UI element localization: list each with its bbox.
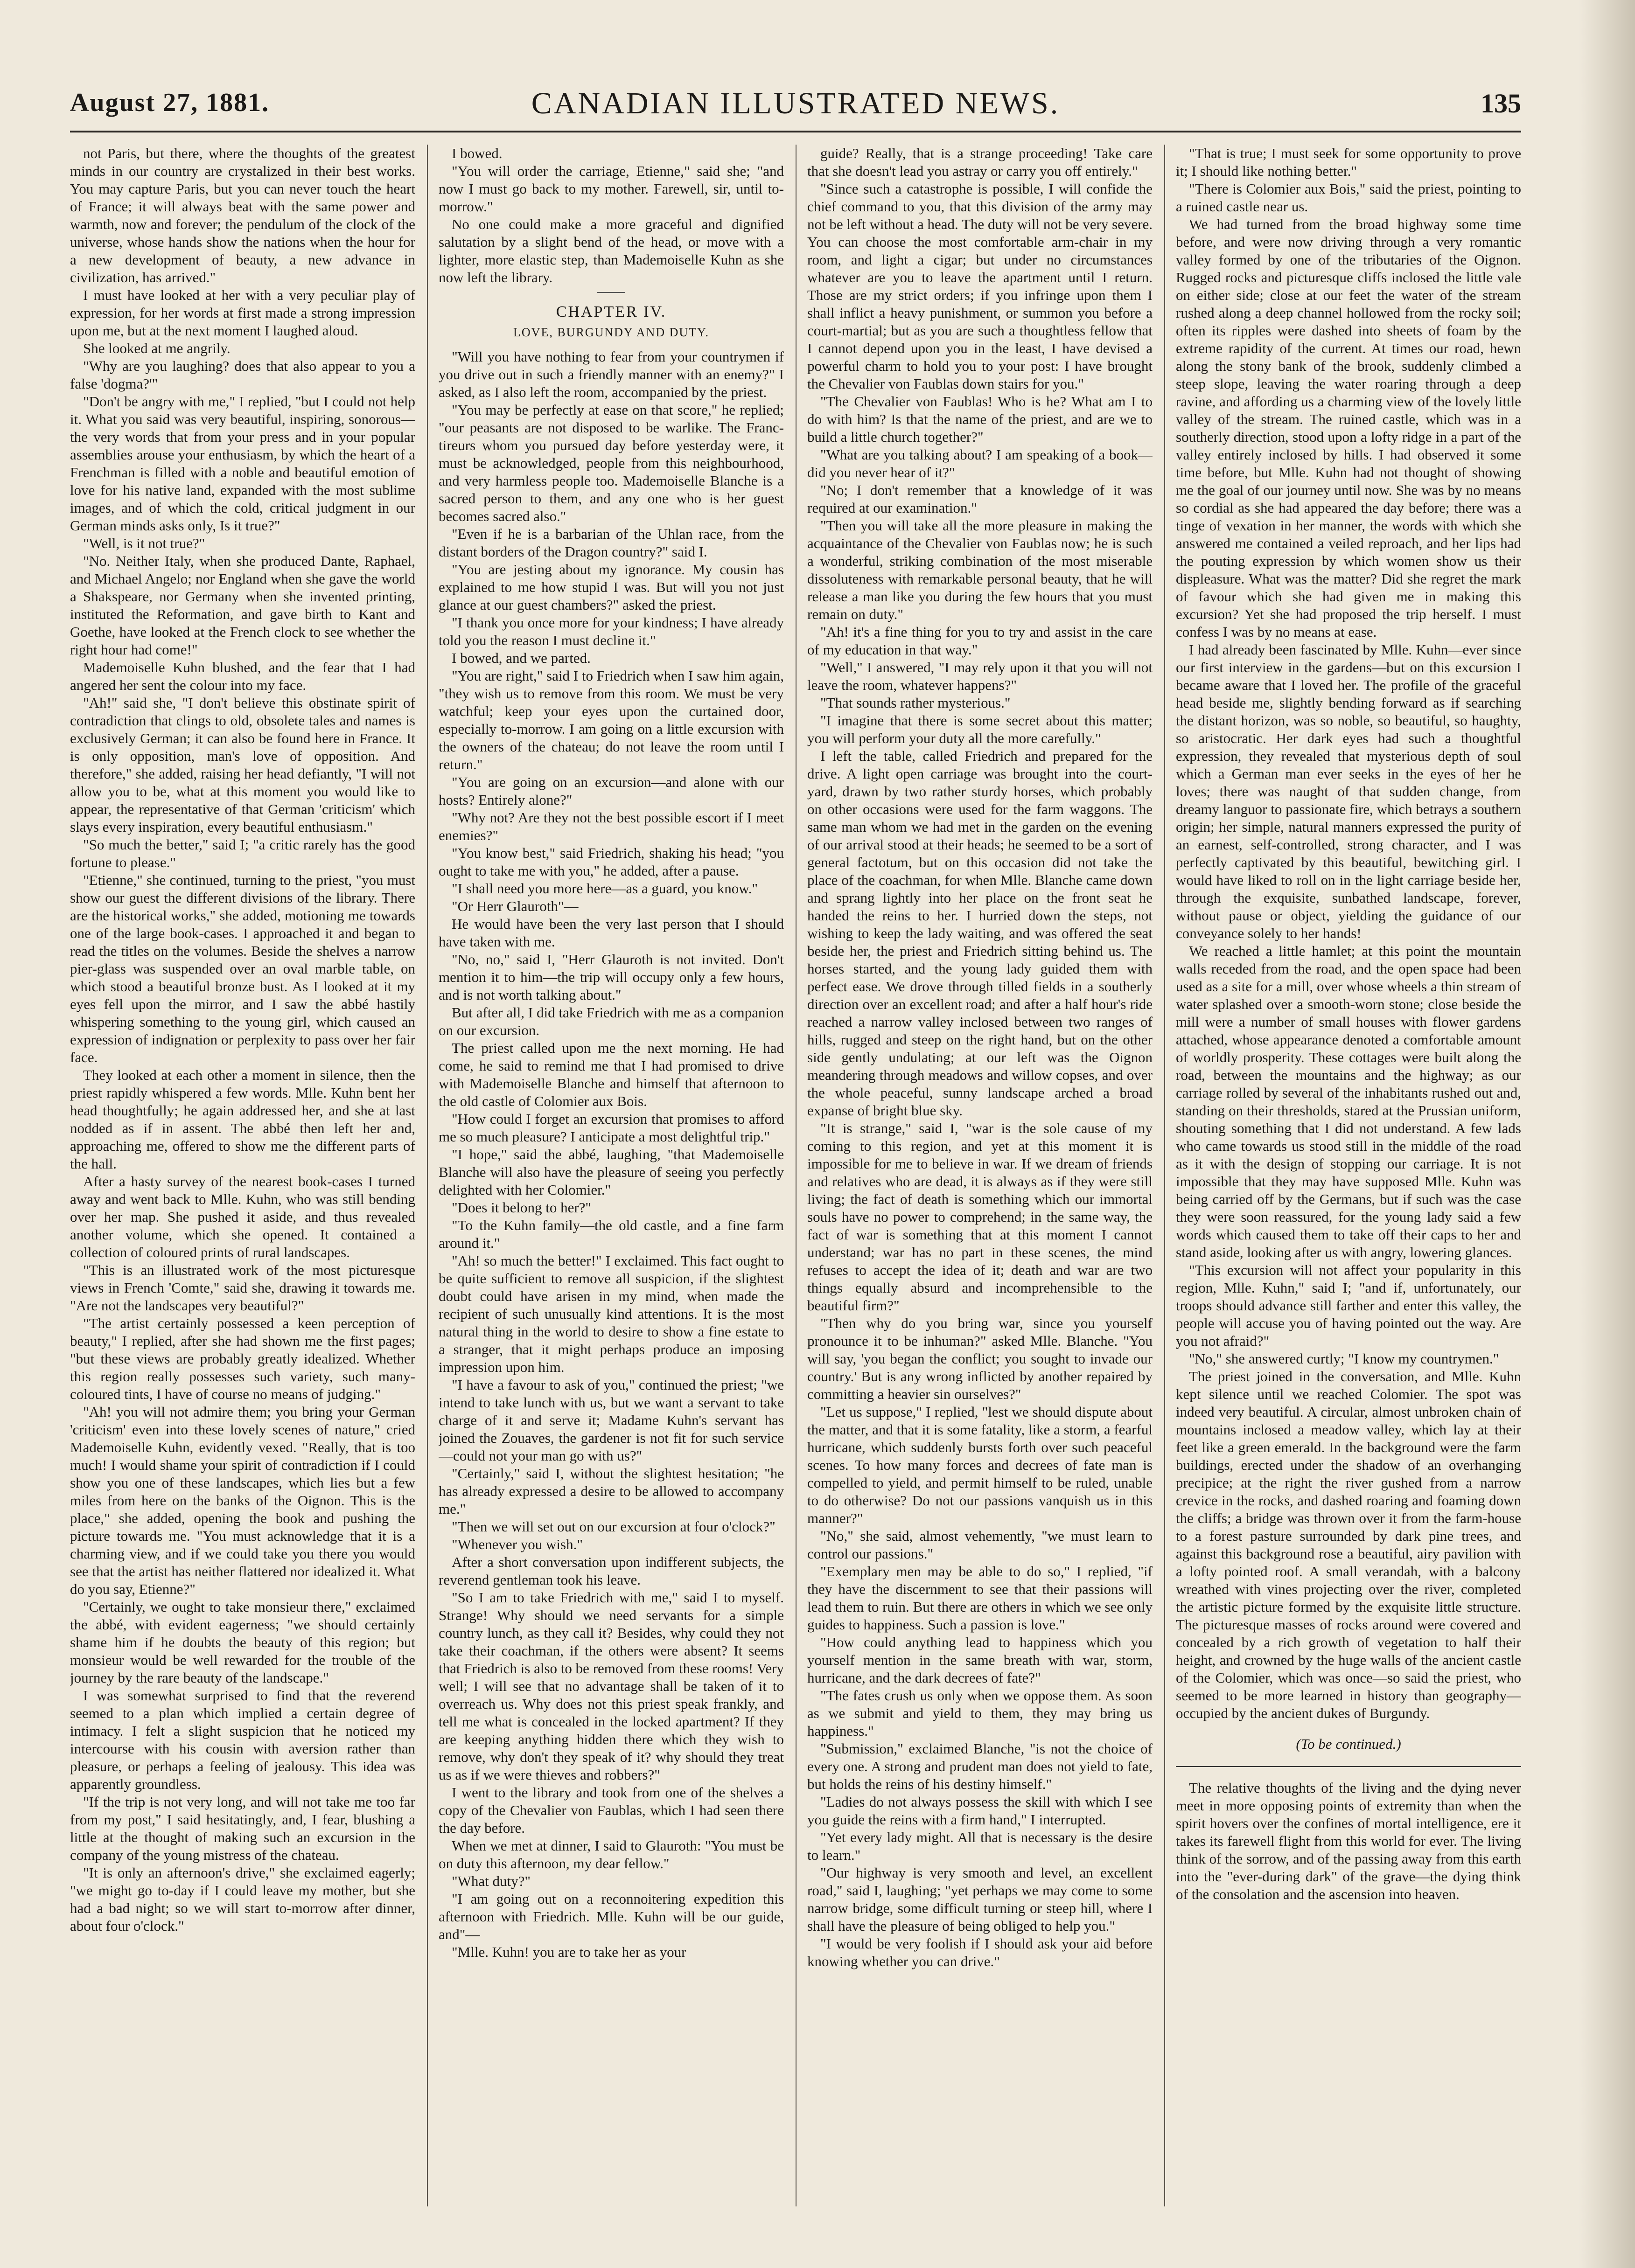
paragraph: "No. Neither Italy, when she produced Dante, Raphael, and Michael Angelo; nor England when she gave the world a Shakspeare, nor Germany when she invented printing, instituted the Reformation, and gave birth to Kant and Goethe, have looked at the French clock to see whether the right hour had come!"	[70, 553, 415, 658]
paragraph: "What duty?"	[452, 1873, 531, 1889]
paragraph: "So much the better," said I; "a critic rarely has the good fortune to please."	[70, 836, 415, 870]
paragraph: "That sounds rather mysterious."	[820, 695, 1011, 711]
paragraph: "It is strange," said I, "war is the sole cause of my coming to this region, and yet at this moment it is impossible for me to believe in war. If we dream of friends and relatives who are dead, it is always as if they were still living; the fact of death is something which our immortal souls have no power to comprehend; in the same way, the fact of war is something that at this moment I cannot understand; war has no part in these scenes, the mind refuses to accept the idea of it; death and war are two things equally absurd and incomprehensible to the beautiful firm?"	[807, 1120, 1153, 1314]
paragraph: "Whenever you wish."	[452, 1536, 583, 1552]
paragraph: "Submission," exclaimed Blanche, "is not the choice of every one. A strong and prudent man does not yield to fate, but holds the reins of his destiny himself."	[807, 1740, 1153, 1792]
column-3	[807, 145, 1153, 2206]
paragraph: "Why not? Are they not the best possible escort if I meet enemies?"	[439, 809, 784, 843]
paragraph: "Let us suppose," I replied, "lest we should dispute about the matter, and that it is some fatality, like a storm, a fearful hurricane, which suddenly bursts forth over such peaceful scenes. To how many forces and decrees of fate man is compelled to yield, and permit himself to be ruled, unable to do otherwise? Do not our passions vanquish us in this manner?"	[807, 1404, 1153, 1526]
page-number: 135	[1481, 88, 1521, 118]
paragraph: "I would be very foolish if I should ask your aid before knowing whether you can drive."	[807, 1935, 1153, 1969]
paragraph: When we met at dinner, I said to Glauroth: "You must be on duty this afternoon, my dear fellow."	[439, 1837, 784, 1871]
paragraph: "No; I don't remember that a knowledge of it was required at our examination."	[807, 482, 1153, 516]
paragraph: "This excursion will not affect your popularity in this region, Mlle. Kuhn," said I; "and if, unfortunately, our troops should advance still farther and enter this valley, the people will accuse you of having pointed out the way. Are you not afraid?"	[1176, 1262, 1521, 1349]
paragraph: "Our highway is very smooth and level, an excellent road," said I, laughing; "yet perhaps we may come to some narrow bridge, some difficult turning or steep hill, where I shall have the pleasure of being obliged to help you."	[807, 1864, 1153, 1934]
paragraph: "Does it belong to her?"	[452, 1199, 592, 1216]
paragraph: "Then why do you bring war, since you yourself pronounce it to be inhuman?" asked Mlle. Blanche. "You will say, 'you began the conflict; you sought to invade our country.' But is any wrong inflicted by another repaired by committing a heavier sin ourselves?"	[807, 1315, 1153, 1402]
paragraph: "I shall need you more here—as a guard, you know."	[452, 880, 758, 897]
paragraph: "Etienne," she continued, turning to the priest, "you must show our guest the different divisions of the library. There are the historical works," she added, motioning me towards one of the large book-cases. I approached it and began to read the titles on the volumes. Beside the shelves a narrow pier-glass was suspended over an oval marble table, on which stood a beautiful bronze bust. As I looked at it my eyes fell upon the mirror, and I saw the abbé hastily whispering something to the young girl, which caused an expression of indignation or perplexity to pass over her fair face.	[70, 872, 415, 1065]
closing-paragraph: The relative thoughts of the living and the dying never meet in more opposing points of extremity than when the spirit hovers over the confines of mortal intelligence, ere it takes its farewell flight from this world for ever. The living think of the sorrow, and of the passing away from this earth into the "ever-during dark" of the grave—the dying think of the consolation and the ascension into heaven.	[1176, 1780, 1521, 1902]
paragraph: "You know best," said Friedrich, shaking his head; "you ought to take me with you," he added, after a pause.	[439, 845, 784, 879]
paragraph: "This is an illustrated work of the most picturesque views in French 'Comte," said she, drawing it towards me. "Are not the landscapes very beautiful?"	[70, 1262, 415, 1314]
column-rule	[1164, 145, 1165, 2206]
paragraph: "You are going on an excursion—and alone with our hosts? Entirely alone?"	[439, 774, 784, 808]
paragraph: "You are right," said I to Friedrich when I saw him again, "they wish us to remove from this room. We must be very watchful; keep your eyes upon the curtained door, especially to-morrow. I am going on a little excursion with the owners of the chateau; do not leave the room until I return."	[439, 668, 784, 772]
paragraph: "Even if he is a barbarian of the Uhlan race, from the distant borders of the Dragon country?" said I.	[439, 526, 784, 560]
paragraph: "How could I forget an excursion that promises to afford me so much pleasure? I anticipate a most delightful trip."	[439, 1111, 784, 1145]
paragraph: The priest joined in the conversation, and Mlle. Kuhn kept silence until we reached Colomier. The spot was indeed very beautiful. A circular, almost unbroken chain of mountains inclosed a meadow valley, which lay at their feet like a green emerald. In the background were the farm buildings, erected under the shadow of an overhanging precipice; at the right the river gushed from a narrow crevice in the rocks, and dashed roaring and foaming down the cliffs; a bridge was thrown over it from the farm-house to a forest pasture surrounded by dark pine trees, and against this background rose a beautiful, airy pavilion with a lofty pointed roof. A small verandah, with a balcony wreathed with vines projecting over the river, completed the artistic picture formed by the exquisite little structure. The picturesque masses of rocks around were covered and concealed by a rich growth of vegetation to half their height, and crowned by the huge walls of the ancient castle of the Colomier, which was once—so said the priest, who seemed to be more learned in history than geography—occupied by the ancient dukes of Burgundy.	[1176, 1368, 1521, 1721]
page-header	[70, 79, 1521, 132]
issue-date: August 27, 1881.	[70, 88, 270, 117]
chapter-title: CHAPTER IV.	[556, 303, 667, 320]
paragraph: "How could anything lead to happiness which you yourself mention in the same breath with war, storm, hurricane, and the dark decrees of fate?"	[807, 1634, 1153, 1686]
paragraph: "It is only an afternoon's drive," she exclaimed eagerly; "we might go to-day if I could leave my mother, but she had a bad night; so we will start to-morrow after dinner, about four o'clock."	[70, 1864, 415, 1934]
paragraph: "I am going out on a reconnoitering expedition this afternoon with Friedrich. Mlle. Kuhn will be our guide, and"—	[439, 1891, 784, 1942]
paragraph: "Ladies do not always possess the skill with which I see you guide the reins with a firm hand," I interrupted.	[807, 1794, 1153, 1828]
paragraph: "Ah! so much the better!" I exclaimed. This fact ought to be quite sufficient to remove all suspicion, if the slightest doubt could have arisen in my mind, when made the recipient of such unusually kind attentions. It is the most natural thing in the world to desire to show a fine estate to a stranger, that it might perhaps produce an imposing impression upon him.	[439, 1252, 784, 1375]
paragraph: "I have a favour to ask of you," continued the priest; "we intend to take lunch with us, but we want a servant to take charge of it and serve it; Madame Kuhn's servant has joined the Zouaves, the gardener is not fit for such service—could not your man go with us?"	[439, 1377, 784, 1464]
paragraph: "There is Colomier aux Bois," said the priest, pointing to a ruined castle near us.	[1176, 181, 1521, 215]
paragraph: I must have looked at her with a very peculiar play of expression, for her words at first made a strong impression upon me, but at the next moment I laughed aloud.	[70, 287, 415, 339]
paragraph: "Certainly," said I, without the slightest hesitation; "he has already expressed a desire to be allowed to accompany me."	[439, 1465, 784, 1517]
paragraph: "I thank you once more for your kindness; I have already told you the reason I must decline it."	[439, 614, 784, 648]
paragraph: The priest called upon me the next morning. He had come, he said to remind me that I had promised to drive with Mademoiselle Blanche and himself that afternoon to the old castle of Colomier aux Bois.	[439, 1040, 784, 1109]
column-4	[1176, 145, 1521, 2206]
paragraph: I bowed, and we parted.	[452, 650, 591, 666]
paragraph: "Yet every lady might. All that is necessary is the desire to learn."	[807, 1829, 1153, 1863]
paragraph: But after all, I did take Friedrich with me as a companion on our excursion.	[439, 1004, 784, 1038]
paragraph: "What are you talking about? I am speaking of a book—did you never hear of it?"	[807, 446, 1153, 480]
section-divider	[1176, 1766, 1521, 1767]
paragraph: "I hope," said the abbé, laughing, "that Mademoiselle Blanche will also have the pleasure of seeing you perfectly delighted with her Colomier."	[439, 1146, 784, 1198]
paragraph: "Ah! it's a fine thing for you to try and assist in the care of my education in that way."	[807, 624, 1153, 658]
paragraph: She looked at me angrily.	[83, 340, 231, 356]
paragraph: "No," she answered curtly; "I know my countrymen."	[1189, 1350, 1499, 1367]
chapter-subtitle: LOVE, BURGUNDY AND DUTY.	[513, 326, 709, 339]
paragraph: "You are jesting about my ignorance. My cousin has explained to me how stupid I was. But will you not just glance at our guest chambers?" asked the priest.	[439, 561, 784, 613]
paragraph: I had already been fascinated by Mlle. Kuhn—ever since our first interview in the gardens—but on this excursion I became aware that I loved her. The profile of the graceful head beside me, slightly bending forward as if searching the distant horizon, was so noble, so beautiful, so haughty, so aristocratic. Her dark eyes had such a thoughtful expression, they revealed that mysterious depth of soul which a German man ever seeks in the eyes of her he loves; there was naught of that sudden change, from dreamy languor to passionate fire, which betrays a southern origin; her simple, natural manners expressed the purity of an earnest, self-controlled, strong character, and I was perfectly captivated by this beautiful, bewitching girl. I would have liked to roll on in the light carriage beside her, through the exquisite, sunbathed landscape, forever, without pause or object, yielding the guidance of our conveyance solely to her hands!	[1176, 641, 1521, 941]
paragraph: "Then you will take all the more pleasure in making the acquaintance of the Chevalier von Faublas now; he is such a wonderful, striking combination of the most miserable dissoluteness with remarkable personal beauty, that he will release a man like you during the few hours that you must remain on duty."	[807, 517, 1153, 622]
paragraph: I bowed.	[452, 145, 503, 161]
paragraph: "Ah!" said she, "I don't believe this obstinate spirit of contradiction that clings to old, obsolete tales and names is exclusively German; it can also be found here in France. It is only opposition, man's love of opposition. And therefore," she added, raising her head defiantly, "I will not allow you to be, what at this moment you would like to appear, the representative of that German 'criticism' which slays every inspiration, every beautiful enthusiasm."	[70, 695, 415, 835]
paragraph: "Don't be angry with me," I replied, "but I could not help it. What you said was very beautiful, inspiring, sonorous—the very words that from your press and in your popular assemblies arouse your enthusiasm, by which the heart of a Frenchman is filled with a noble and beautiful emotion of love for his native land, expanded with the most sublime images, and of which the cold, critical judgment in our German minds asks only, Is it true?"	[70, 393, 415, 534]
to-be-continued: (To be continued.)	[1296, 1736, 1401, 1752]
paragraph: "To the Kuhn family—the old castle, and a fine farm around it."	[439, 1217, 784, 1251]
paragraph: After a short conversation upon indifferent subjects, the reverend gentleman took his leave.	[439, 1554, 784, 1588]
paragraph: "Well, is it not true?"	[83, 535, 205, 551]
paragraph: "Or Herr Glauroth"—	[452, 898, 579, 914]
paragraph: "You will order the carriage, Etienne," said she; "and now I must go back to my mother. Farewell, sir, until to-morrow."	[439, 163, 784, 215]
section-divider	[597, 292, 625, 293]
paragraph: They looked at each other a moment in silence, then the priest rapidly whispered a few words. Mlle. Kuhn bent her head thoughtfully; he again addressed her, and she at last nodded as if in assent. The abbé then left her and, approaching me, offered to show me the different parts of the hall.	[70, 1067, 415, 1172]
masthead-title: CANADIAN ILLUSTRATED NEWS.	[531, 86, 1060, 120]
paragraph: "Ah! you will not admire them; you bring your German 'criticism' even into these lovely scenes of nature," cried Mademoiselle Kuhn, evidently vexed. "Really, that is too much! I would shame your spirit of contradiction if I could show you one of these landscapes, which lies but a few miles from here on the banks of the Oignon. This is the place," she added, opening the book and pushing the picture towards me. "You must acknowledge that it is a charming view, and if we could take you there you would see that the artist has neither flattered nor idealized it. What do you say, Etienne?"	[70, 1404, 415, 1597]
article-columns	[70, 145, 1521, 2206]
paragraph: We had turned from the broad highway some time before, and were now driving through a very romantic valley formed by one of the tributaries of the Oignon. Rugged rocks and picturesque cliffs inclosed the little vale on either side; close at our feet the water of the stream rushed along a deep channel hollowed from the rocky soil; often its ripples were dashed into sheets of foam by the extreme rapidity of the current. At times our road, hewn along the stony bank of the brook, suddenly climbed a steep slope, leaving the water roaring through a deep ravine, and affording us a charming view of the lovely little valley of the stream. The ruined castle, which was in a southerly direction, stood upon a lofty ridge in a part of the valley entirely inclosed by hills. I had observed it some time before, but Mlle. Kuhn had not thought of showing me the goal of our journey until now. She was by no means so cordial as she had appeared the day before; there was a tinge of vexation in her manner, the words with which she answered me contained a veiled reproach, and her lips had the pouting expression by which women show us their displeasure. What was the matter? Did she regret the mark of favour which she had given me in making this excursion? Yet she had proposed the trip herself. I must confess I was by no means at ease.	[1176, 216, 1521, 640]
paragraph: "Why are you laughing? does that also appear to you a false 'dogma?'"	[70, 358, 415, 392]
paragraph: "No, no," said I, "Herr Glauroth is not invited. Don't mention it to him—the trip will occupy only a few hours, and is not worth talking about."	[439, 951, 784, 1003]
paragraph: "That is true; I must seek for some opportunity to prove it; I should like nothing better."	[1176, 145, 1521, 179]
paragraph: No one could make a more graceful and dignified salutation by a slight bend of the head, or move with a lighter, more elastic step, than Mademoiselle Kuhn as she now left the library.	[439, 216, 784, 285]
paragraph: "Exemplary men may be able to do so," I replied, "if they have the discernment to see that their passions will lead them to ruin. But there are others in which we see only guides to happiness. Such a passion is love."	[807, 1563, 1153, 1633]
paragraph: "The Chevalier von Faublas! Who is he? What am I to do with him? Is that the name of the priest, and are we to build a little church together?"	[807, 393, 1153, 445]
paragraph: not Paris, but there, where the thoughts of the greatest minds in our country are crystalized in their best works. You may capture Paris, but you can never touch the heart of France; it will always beat with the same power and warmth, now and forever; the pendulum of the clock of the universe, whose hands show the nations when the hour for a new development of beauty, a new advance in civilization, has arrived."	[70, 145, 415, 285]
paragraph: "Certainly, we ought to take monsieur there," exclaimed the abbé, with evident eagerness; "we should certainly shame him if he doubts the beauty of this region; but monsieur would be well rewarded for the trouble of the journey by the rare beauty of the landscape."	[70, 1599, 415, 1686]
paragraph: He would have been the very last person that I should have taken with me.	[439, 916, 784, 950]
paragraph: Mademoiselle Kuhn blushed, and the fear that I had angered her sent the colour into my face.	[70, 659, 415, 693]
paragraph: "Since such a catastrophe is possible, I will confide the chief command to you, that this division of the army may not be left without a head. The duty will not be very severe. You can choose the most comfortable arm-chair in my room, and light a cigar; but under no circumstances whatever are you to leave the apartment until I return. Those are my strict orders; if you infringe upon them I shall inflict a heavy punishment, or summon you before a court-martial; but as you are such a thoughtless fellow that I cannot depend upon you in the least, I have devised a powerful charm to hold you to your post: I have brought the Chevalier von Faublas down stairs for you."	[807, 181, 1153, 392]
paragraph: I was somewhat surprised to find that the reverend seemed to a plan which implied a certain degree of intimacy. I felt a slight suspicion that he noticed my intercourse with his cousin with aversion rather than pleasure, or perhaps a feeling of jealousy. This idea was apparently groundless.	[70, 1687, 415, 1792]
paragraph: After a hasty survey of the nearest book-cases I turned away and went back to Mlle. Kuhn, who was still bending over her map. She pushed it aside, and thus revealed another volume, which she opened. It contained a collection of coloured prints of rural landscapes.	[70, 1173, 415, 1260]
column-rule	[427, 145, 428, 2206]
paragraph: We reached a little hamlet; at this point the mountain walls receded from the road, and the open space had been used as a site for a mill, over whose wheels a thin stream of water splashed over a smooth-worn stone; close beside the mill were a number of small houses with flower gardens attached, whose appearance denoted a comfortable amount of worldly prosperity. These cottages were built along the road, between the mountains and the highway; as our carriage rolled by several of the inhabitants rushed out and, standing on their thresholds, stared at the Prussian uniform, shouting something that I did not understand. A few lads who came towards us stood still in the middle of the road as it with the design of stopping our carriage. It is not impossible that they may have supposed Mlle. Kuhn was being carried off by the Germans, but if such was the case they were soon reassured, for the young lady said a few words which caused them to take off their caps to her and stand aside, looking after us with angry, lowering glances.	[1176, 943, 1521, 1260]
page-edge	[1579, 0, 1635, 2268]
paragraph: I went to the library and took from one of the shelves a copy of the Chevalier von Faublas, which I had seen there the day before.	[439, 1784, 784, 1836]
paragraph: "Will you have nothing to fear from your countrymen if you drive out in such a friendly manner with an enemy?" I asked, as I also left the room, accompanied by the priest.	[439, 348, 784, 400]
column-1	[70, 145, 415, 2206]
paragraph: guide? Really, that is a strange proceeding! Take care that she doesn't lead you astray or carry you off entirely."	[807, 145, 1153, 179]
paragraph: "The artist certainly possessed a keen perception of beauty," I replied, after she had shown me the first pages; "but these views are probably greatly idealized. Whether this region really possesses such variety, such many-coloured tints, I have of course no means of judging."	[70, 1315, 415, 1402]
paragraph: "Well," I answered, "I may rely upon it that you will not leave the room, whatever happens?"	[807, 659, 1153, 693]
paragraph: "So I am to take Friedrich with me," said I to myself. Strange! Why should we need servants for a simple country lunch, as they call it? Besides, why could they not take their coachman, if the others were absent? It seems that Friedrich is also to be removed from these rooms! Very well; I will see that no advantage shall be taken of it to overreach us. Why does not this priest speak frankly, and tell me what is concealed in the locked apartment? If they are keeping anything hidden there which they wish to remove, why don't they speak of it? why should they treat us as if we were thieves and robbers?"	[439, 1589, 784, 1783]
paragraph: "No," she said, almost vehemently, "we must learn to control our passions."	[807, 1528, 1153, 1562]
column-2	[439, 145, 784, 2206]
newspaper-page	[70, 79, 1521, 2216]
paragraph: "You may be perfectly at ease on that score," he replied; "our peasants are not disposed to be warlike. The Franc-tireurs whom you pursued day before yesterday were, it must be acknowledged, people from this neighbourhood, and very harmless people too. Mademoiselle Blanche is a sacred person to them, and any one who is her guest becomes sacred also."	[439, 402, 784, 524]
paragraph: "If the trip is not very long, and will not take me too far from my post," I said hesitatingly, and, I fear, blushing a little at the thought of making such an excursion in the company of the young mistress of the chateau.	[70, 1794, 415, 1863]
column-rule	[796, 145, 797, 2206]
paragraph: "Mlle. Kuhn! you are to take her as your	[452, 1944, 686, 1960]
paragraph: "The fates crush us only when we oppose them. As soon as we submit and yield to them, they may bring us happiness."	[807, 1687, 1153, 1739]
paragraph: "Then we will set out on our excursion at four o'clock?"	[452, 1518, 776, 1535]
paragraph: "I imagine that there is some secret about this matter; you will perform your duty all the more carefully."	[807, 712, 1153, 746]
paragraph: I left the table, called Friedrich and prepared for the drive. A light open carriage was brought into the court-yard, drawn by two rather sturdy horses, which probably on other occasions were used for the farm waggons. The same man whom we had met in the garden on the evening of our arrival stood at their heads; he seemed to be a sort of general factotum, but on this occasion did not take the place of the coachman, for when Mlle. Blanche came down and sprang lightly into her place on the front seat he handed the reins to her. I hurried down the steps, not wishing to keep the lady waiting, and was offered the seat beside her, the priest and Friedrich sitting behind us. The horses started, and the young lady guided them with perfect ease. We drove through tilled fields in a southerly direction over an excellent road; and after a half hour's ride reached a narrow valley inclosed between two ranges of hills, rugged and steep on the right hand, but on the other side gently undulating; at our left was the Oignon meandering through meadows and willow copses, and over the whole peaceful, sunny landscape arched a broad expanse of bright blue sky.	[807, 748, 1153, 1119]
